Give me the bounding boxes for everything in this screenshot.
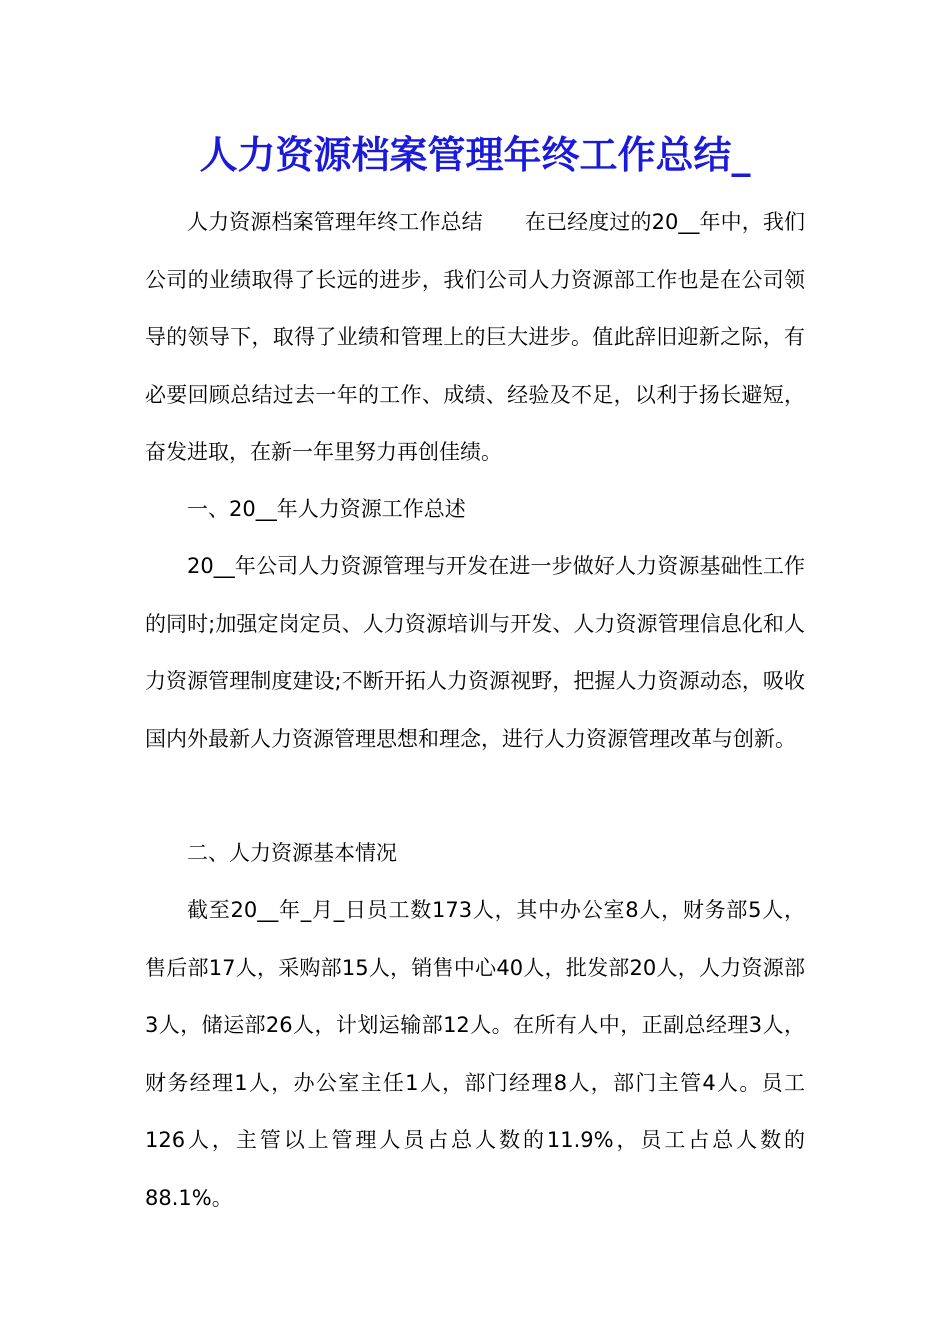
section-heading-2: 二、人力资源基本情况 (187, 841, 397, 865)
section-heading-1: 一、20__年人力资源工作总述 (187, 497, 466, 521)
document-title: 人力资源档案管理年终工作总结_ (199, 132, 751, 177)
paragraph-staff-stats: 截至20__年_月_日员工数173人，其中办公室8人，财务部5人，售后部17人，采购部15人，销售中心40人，批发部20人，人力资源部3人，储运部26人，计划运输部12人。在所有人中，正副总经理3人，财务经理1人，办公室主任1人，部门经理8人，部门主管4人。员工126人，主管以上管理人员占总人数的11.9%，员工占总人数的88.1%。 (145, 898, 805, 1210)
paragraph-overview: 20__年公司人力资源管理与开发在进一步做好人力资源基础性工作的同时;加强定岗定员、人力资源培训与开发、人力资源管理信息化和人力资源管理制度建设;不断开拓人力资源视野，把握人力资源动态，吸收国内外最新人力资源管理思想和理念，进行人力资源管理改革与创新。 (145, 554, 805, 751)
paragraph-intro: 人力资源档案管理年终工作总结 在已经度过的20__年中，我们公司的业绩取得了长远的进步，我们公司人力资源部工作也是在公司领导的领导下，取得了业绩和管理上的巨大进步。值此辞旧迎新之际，有必要回顾总结过去一年的工作、成绩、经验及不足，以利于扬长避短，奋发进取，在新一年里努力再创佳绩。 (145, 210, 805, 464)
